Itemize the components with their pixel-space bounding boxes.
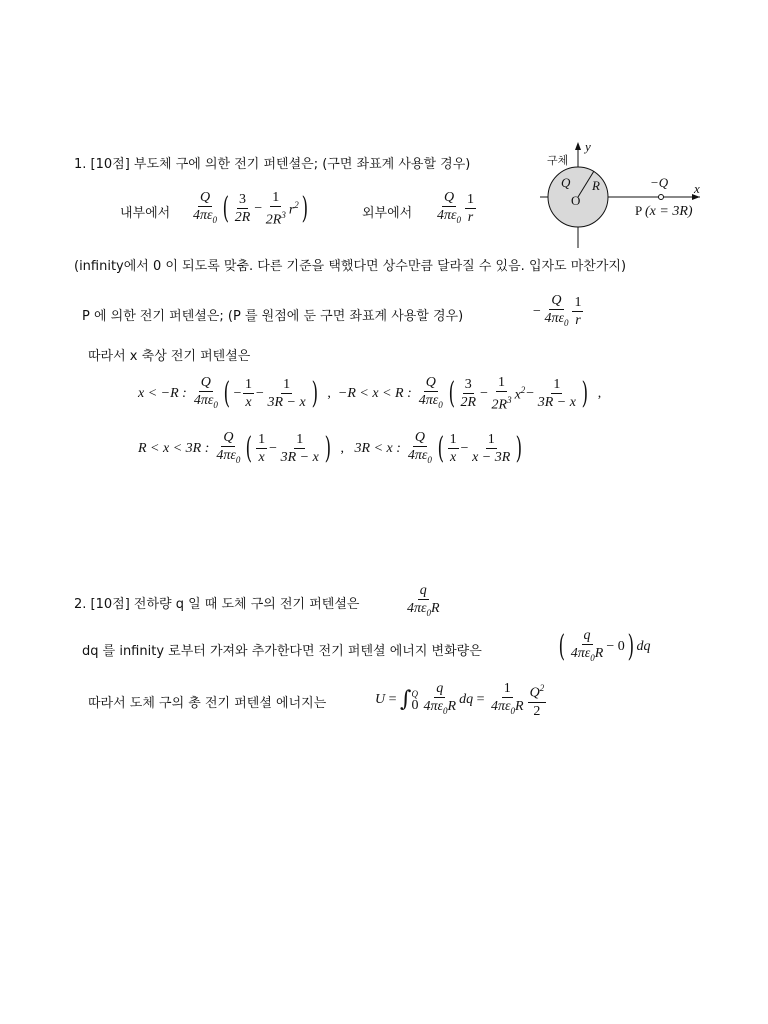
- inside-potential-formula: $\frac{Q}{4\pi\varepsilon_0}$ ( $\frac{3}{2R}$ − $\frac{1}{2R^3}$ $r^2$ ): [193, 190, 308, 228]
- reference-note: (infinity에서 0 이 되도록 맞춤. 다른 기준을 택했다면 상수만큼 달라질 수 있음. 입자도 마찬가지): [74, 259, 627, 274]
- total-energy-formula: U = ∫ Q 0 $\frac{q}{4\pi\varepsilon_0R}$ dq = $\frac{1}{4\pi\varepsilon_0R}$ $\frac{Q^2}{2}$: [375, 681, 545, 719]
- x-axis-label: x: [694, 181, 700, 196]
- point-position: (x = 3R): [645, 204, 693, 219]
- x-axis-potential-text: 따라서 x 축상 전기 퍼텐셜은: [88, 349, 251, 364]
- outside-potential-formula: $\frac{Q}{4\pi\varepsilon_0}$ $\frac{1}{r}$: [437, 190, 475, 226]
- radius-label: R: [592, 178, 600, 193]
- problem-1-heading: 1. [10점] 부도체 구에 의한 전기 퍼텐셜은; (구면 좌표계 사용할 경우): [74, 157, 471, 172]
- p-potential-formula: − $\frac{Q}{4\pi\varepsilon_0}$ $\frac{1}{r}$: [532, 293, 582, 329]
- dq-energy-text: dq 를 infinity 로부터 가져와 추가한다면 전기 퍼텐셜 에너지 변화량은: [82, 644, 482, 659]
- origin-label: O: [571, 193, 581, 208]
- point-name: P: [635, 203, 642, 218]
- y-axis-label: y: [585, 139, 591, 154]
- inside-label: 내부에서: [120, 206, 171, 221]
- problem-2-heading: 2. [10점] 전하량 q 일 때 도체 구의 전기 퍼텐셜은: [74, 597, 360, 612]
- sphere-label: 구체: [547, 154, 569, 167]
- conductor-potential-formula: $\frac{q}{4\pi\varepsilon_0R}$: [407, 583, 440, 618]
- y-axis-arrow: [575, 142, 581, 150]
- point-p-label: [635, 203, 693, 220]
- energy-change-formula: ( $\frac{q}{4\pi\varepsilon_0R}$ − 0 ) dq: [558, 628, 651, 664]
- point-p-marker: [659, 195, 664, 200]
- p-potential-text: P 에 의한 전기 퍼텐셜은; (P 를 원점에 둔 구면 좌표계 사용할 경우): [82, 309, 464, 324]
- sphere-charge-label: Q: [561, 175, 571, 190]
- total-energy-text: 따라서 도체 구의 총 전기 퍼텐셜 에너지는: [88, 696, 327, 711]
- region-1-formula: x < −R : $\frac{Q}{4\pi\varepsilon_0}$ ( − $\frac{1}{x}$ − $\frac{1}{3R - x}$ ) , −R < x < R : $\frac{Q}{4\pi\varepsilon_0}$ ( $\frac{3}{2R}$ − $\frac{1}{2R^3}$ $x^2$ − $\frac{1}{3R - x}$ ) ,: [138, 375, 602, 413]
- outside-label: 외부에서: [362, 206, 413, 221]
- region-3-formula: R < x < 3R : $\frac{Q}{4\pi\varepsilon_0}$ ( $\frac{1}{x}$ − $\frac{1}{3R - x}$ ) , 3R < x : $\frac{Q}{4\pi\varepsilon_0}$ ( $\frac{1}{x}$ − $\frac{1}{x - 3R}$ ): [138, 430, 523, 466]
- neg-charge-label: −Q: [650, 175, 669, 190]
